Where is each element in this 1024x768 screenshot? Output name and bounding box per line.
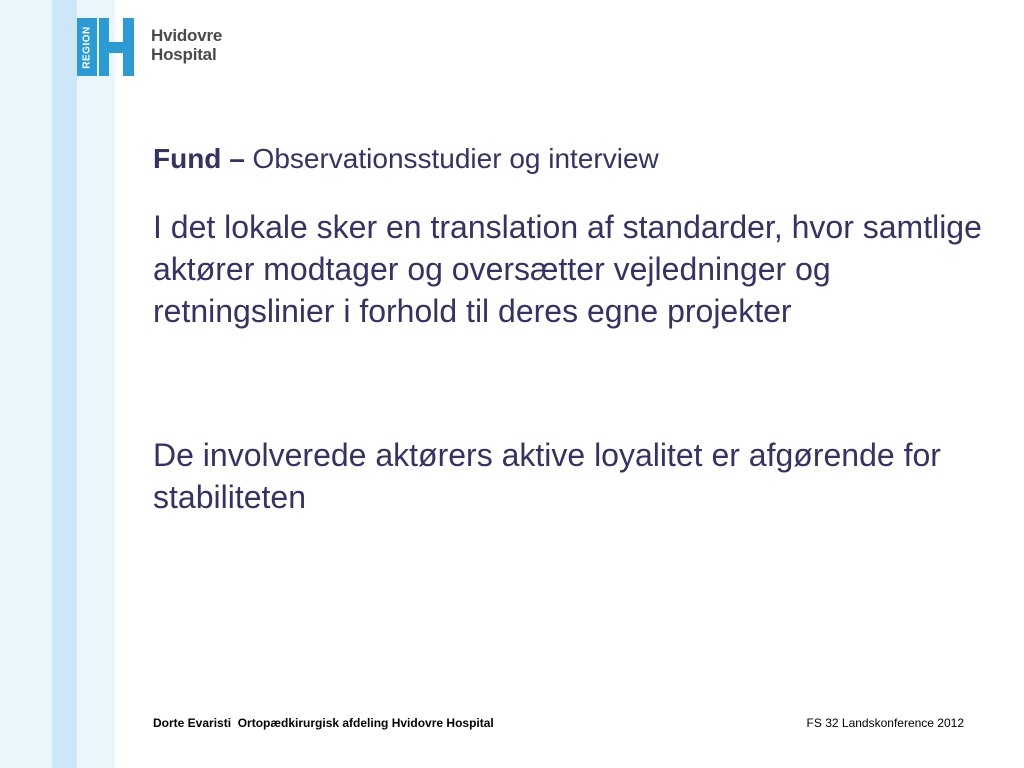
hospital-logo — [77, 18, 237, 78]
slide-title-bold: Fund – — [153, 143, 245, 174]
footer-event: FS 32 Landskonference 2012 — [806, 716, 964, 730]
slide-title — [153, 143, 659, 175]
logo-hospital-name — [151, 26, 222, 64]
logo-name-line-2: Hospital — [151, 45, 217, 64]
body-paragraph-2: De involverede aktørers aktive loyalitet er afgørende for stabiliteten — [153, 437, 941, 515]
slide-title-rest: Observationsstudier og interview — [244, 143, 659, 174]
logo-region-label: REGION — [81, 25, 93, 69]
logo-name-line-1: Hvidovre — [151, 26, 223, 45]
footer-author: Dorte Evaristi Ortopædkirurgisk afdeling Hvidovre Hospital — [153, 716, 494, 730]
left-decorative-stripe — [52, 0, 77, 768]
body-paragraph-1: I det lokale sker en translation af standarder, hvor samtlige aktører modtager og oversætter vejledninger og retningslinier i forhold til deres egne projekter — [153, 209, 982, 329]
